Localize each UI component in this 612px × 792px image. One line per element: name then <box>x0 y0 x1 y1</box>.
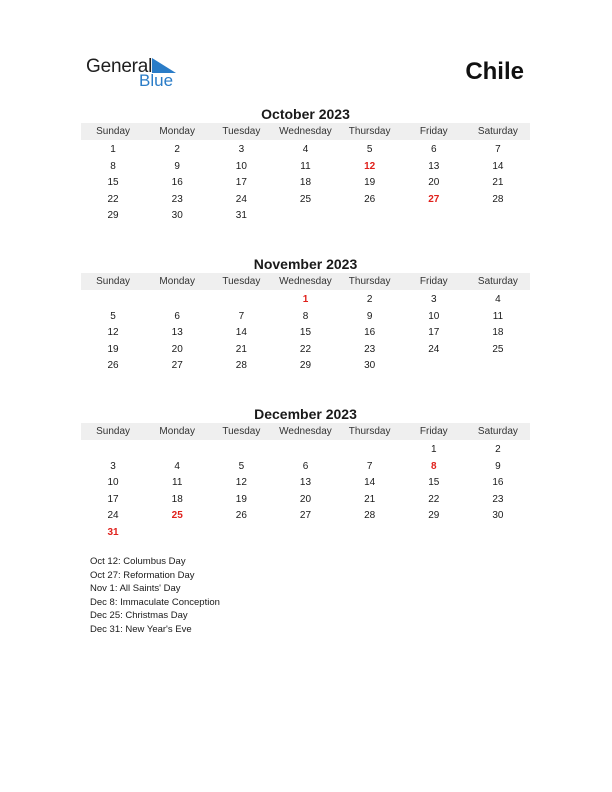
day-cell: 5 <box>238 460 245 472</box>
holiday-day-cell: 8 <box>430 460 437 472</box>
day-cell: 12 <box>107 327 119 338</box>
day-cell: 14 <box>364 477 376 488</box>
day-cell: 9 <box>495 460 501 472</box>
day-cell: 30 <box>171 210 183 221</box>
holiday-list <box>90 555 220 637</box>
day-cell: 26 <box>364 193 376 205</box>
day-cell: 11 <box>300 160 311 172</box>
weekday-label: Wednesday <box>279 276 332 287</box>
day-cell: 30 <box>492 510 504 521</box>
day-cell: 2 <box>174 144 180 155</box>
day-cell: 20 <box>428 177 440 188</box>
generalblue-logo <box>86 56 186 90</box>
day-cell: 5 <box>366 144 373 155</box>
day-cell: 5 <box>110 310 116 322</box>
weekday-label: Monday <box>159 426 195 437</box>
empty-day-cell <box>338 442 402 459</box>
day-cell: 22 <box>299 343 312 355</box>
weekday-label: Tuesday <box>222 426 261 437</box>
weekday-label: Saturday <box>477 276 518 287</box>
day-cell: 14 <box>492 160 504 172</box>
day-cell: 21 <box>364 493 376 505</box>
days-grid <box>81 292 530 375</box>
empty-day-cell <box>81 292 145 309</box>
day-cell: 19 <box>107 343 119 355</box>
day-cell: 10 <box>428 310 440 322</box>
day-cell: 26 <box>235 510 247 521</box>
day-cell: 29 <box>428 510 440 521</box>
day-cell: 15 <box>299 327 312 338</box>
day-cell: 26 <box>107 360 119 371</box>
holiday-note: Oct 27: Reformation Day <box>90 569 195 581</box>
logo-general-text: General <box>86 56 153 77</box>
day-cell: 25 <box>492 343 504 355</box>
day-cell: 17 <box>107 493 119 505</box>
weekday-label: Tuesday <box>222 126 261 137</box>
day-cell: 13 <box>171 327 183 338</box>
day-cell: 3 <box>430 294 437 305</box>
day-cell: 29 <box>107 210 119 221</box>
weekday-label: Monday <box>159 276 195 287</box>
holiday-note: Oct 12: Columbus Day <box>90 556 186 567</box>
day-cell: 13 <box>428 160 440 172</box>
holiday-day-cell: 31 <box>107 526 119 538</box>
day-cell: 20 <box>171 343 183 355</box>
day-cell: 1 <box>430 444 437 455</box>
day-cell: 18 <box>299 177 312 188</box>
day-cell: 3 <box>110 460 116 472</box>
holiday-note: Dec 8: Immaculate Conception <box>90 596 220 608</box>
empty-day-cell <box>273 442 337 459</box>
day-cell: 28 <box>235 360 247 371</box>
month-title: November 2023 <box>253 256 358 272</box>
day-cell: 16 <box>171 177 183 188</box>
weekday-label: Tuesday <box>222 276 261 287</box>
day-cell: 18 <box>492 327 504 338</box>
day-cell: 23 <box>364 343 376 355</box>
day-cell: 6 <box>430 144 437 155</box>
day-cell: 22 <box>428 493 440 505</box>
day-cell: 24 <box>428 343 440 355</box>
holiday-day-cell: 12 <box>364 160 376 172</box>
month-december <box>81 406 530 541</box>
weekday-label: Wednesday <box>279 126 332 137</box>
day-cell: 22 <box>107 193 119 205</box>
day-cell: 23 <box>171 193 183 205</box>
day-cell: 17 <box>235 177 247 188</box>
day-cell: 16 <box>492 477 504 488</box>
days-grid <box>81 442 530 541</box>
day-cell: 25 <box>299 193 312 205</box>
weekday-label: Friday <box>419 126 448 137</box>
day-cell: 30 <box>364 360 376 371</box>
day-cell: 28 <box>492 193 504 205</box>
day-cell: 6 <box>302 460 309 472</box>
day-cell: 12 <box>235 477 247 488</box>
day-cell: 4 <box>174 460 180 472</box>
day-cell: 15 <box>107 177 119 188</box>
day-cell: 2 <box>495 444 501 455</box>
day-cell: 23 <box>492 493 504 505</box>
day-cell: 7 <box>495 144 501 155</box>
holiday-day-cell: 1 <box>302 294 309 305</box>
empty-day-cell <box>145 292 209 309</box>
day-cell: 16 <box>364 327 376 338</box>
day-cell: 20 <box>299 493 312 505</box>
holiday-day-cell: 25 <box>171 510 183 521</box>
day-cell: 24 <box>107 510 119 521</box>
day-cell: 19 <box>235 493 247 505</box>
holiday-day-cell: 27 <box>428 193 440 205</box>
weekday-label: Thursday <box>348 276 391 287</box>
month-november <box>81 256 530 375</box>
empty-day-cell <box>209 442 273 459</box>
day-cell: 11 <box>172 477 183 488</box>
weekday-header <box>81 123 530 140</box>
day-cell: 21 <box>492 177 504 188</box>
holiday-note: Dec 25: Christmas Day <box>90 610 188 622</box>
day-cell: 10 <box>107 477 119 488</box>
empty-day-cell <box>145 442 209 459</box>
day-cell: 8 <box>110 160 116 172</box>
day-cell: 9 <box>366 310 373 322</box>
day-cell: 7 <box>238 310 245 322</box>
weekday-label: Friday <box>419 426 448 437</box>
day-cell: 2 <box>366 294 373 305</box>
day-cell: 6 <box>174 310 180 322</box>
weekday-label: Sunday <box>96 426 131 437</box>
holiday-note: Dec 31: New Year's Eve <box>90 623 192 635</box>
day-cell: 24 <box>235 193 247 205</box>
day-cell: 14 <box>235 327 247 338</box>
day-cell: 27 <box>299 510 312 521</box>
days-grid <box>81 142 530 225</box>
day-cell: 3 <box>238 144 245 155</box>
day-cell: 17 <box>428 327 440 338</box>
weekday-label: Monday <box>159 126 195 137</box>
weekday-label: Sunday <box>96 276 131 287</box>
empty-day-cell <box>209 292 273 309</box>
day-cell: 29 <box>299 360 312 371</box>
month-october <box>81 106 530 225</box>
weekday-header <box>81 273 530 290</box>
day-cell: 28 <box>364 510 376 521</box>
day-cell: 31 <box>235 210 247 221</box>
weekday-label: Thursday <box>348 126 391 137</box>
day-cell: 7 <box>366 460 373 472</box>
day-cell: 18 <box>171 493 183 505</box>
month-title: October 2023 <box>261 106 350 122</box>
day-cell: 4 <box>495 294 501 305</box>
weekday-label: Sunday <box>96 126 131 137</box>
weekday-label: Friday <box>419 276 448 287</box>
day-cell: 4 <box>302 144 309 155</box>
day-cell: 1 <box>110 144 116 155</box>
empty-day-cell <box>81 442 145 459</box>
day-cell: 11 <box>492 310 504 322</box>
weekday-label: Saturday <box>477 126 518 137</box>
day-cell: 8 <box>302 310 309 322</box>
weekday-label: Saturday <box>477 426 518 437</box>
day-cell: 10 <box>235 160 247 172</box>
weekday-label: Wednesday <box>279 426 332 437</box>
weekday-header <box>81 423 530 440</box>
day-cell: 15 <box>428 477 440 488</box>
weekday-label: Thursday <box>348 426 391 437</box>
country-title: Chile <box>465 58 524 85</box>
month-title: December 2023 <box>254 406 357 422</box>
day-cell: 19 <box>364 177 376 188</box>
day-cell: 13 <box>299 477 312 488</box>
logo-blue-text: Blue <box>139 71 174 90</box>
day-cell: 27 <box>171 360 183 371</box>
day-cell: 9 <box>174 160 180 172</box>
holiday-note: Nov 1: All Saints' Day <box>90 583 181 595</box>
day-cell: 21 <box>235 343 247 355</box>
